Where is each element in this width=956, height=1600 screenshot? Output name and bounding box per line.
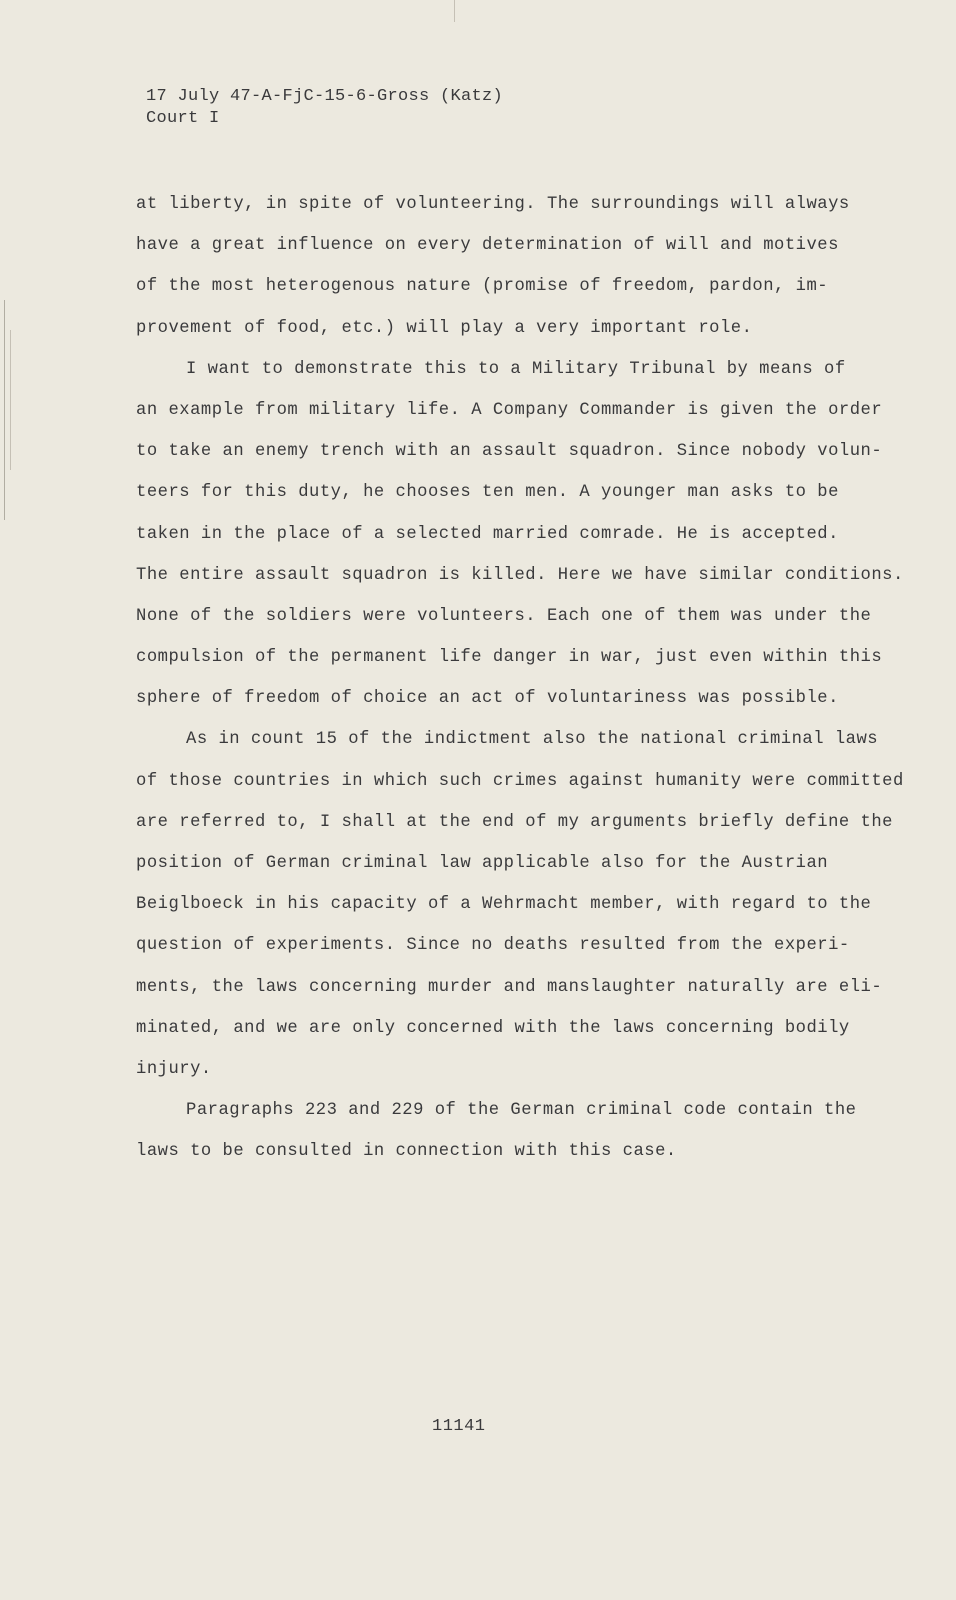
body-line: injury. (136, 1059, 212, 1079)
header-court-line: Court I (146, 109, 220, 128)
body-line: None of the soldiers were volunteers. Each one of them was under the (136, 606, 872, 626)
body-line: provement of food, etc.) will play a very important role. (136, 318, 753, 338)
document-body (136, 184, 904, 1173)
body-line: at liberty, in spite of volunteering. The surroundings will always (136, 195, 850, 214)
body-line: sphere of freedom of choice an act of voluntariness was possible. (136, 689, 839, 709)
body-line: minated, and we are only concerned with the laws concerning bodily (136, 1018, 850, 1038)
body-line: The entire assault squadron is killed. Here we have similar conditions. (136, 565, 904, 585)
body-line: of the most heterogenous nature (promise of freedom, pardon, im- (136, 277, 829, 297)
body-line: Beiglboeck in his capacity of a Wehrmacht member, with regard to the (136, 895, 872, 915)
header-reference-line: 17 July 47-A-FjC-15-6-Gross (Katz) (146, 87, 504, 106)
body-line: question of experiments. Since no deaths resulted from the experi- (136, 936, 850, 956)
body-line: of those countries in which such crimes against humanity were committed (136, 771, 904, 791)
body-line: compulsion of the permanent life danger in war, just even within this (136, 648, 883, 668)
body-line: position of German criminal law applicable also for the Austrian (136, 854, 829, 873)
paragraph-start: As in count 15 of the indictment also the national criminal laws (186, 730, 879, 750)
paragraph-start: Paragraphs 223 and 229 of the German criminal code contain the (186, 1101, 857, 1121)
page-number: 11141 (432, 1417, 486, 1436)
paper-edge-mark (4, 300, 8, 520)
document-header (146, 86, 503, 130)
body-line: an example from military life. A Company Commander is given the order (136, 400, 883, 420)
paragraph-start: I want to demonstrate this to a Military Tribunal by means of (186, 359, 846, 379)
body-line: ments, the laws concerning murder and manslaughter naturally are eli- (136, 977, 883, 997)
body-line: teers for this duty, he chooses ten men. A younger man asks to be (136, 483, 839, 503)
body-line: taken in the place of a selected married comrade. He is accepted. (136, 524, 839, 544)
paper-mark (454, 0, 455, 22)
body-line: are referred to, I shall at the end of my arguments briefly define the (136, 812, 893, 832)
body-line: have a great influence on every determination of will and motives (136, 236, 839, 256)
body-line: to take an enemy trench with an assault squadron. Since nobody volun- (136, 442, 883, 462)
body-line: laws to be consulted in connection with this case. (136, 1142, 677, 1162)
paper-edge-mark-inner (10, 330, 11, 470)
